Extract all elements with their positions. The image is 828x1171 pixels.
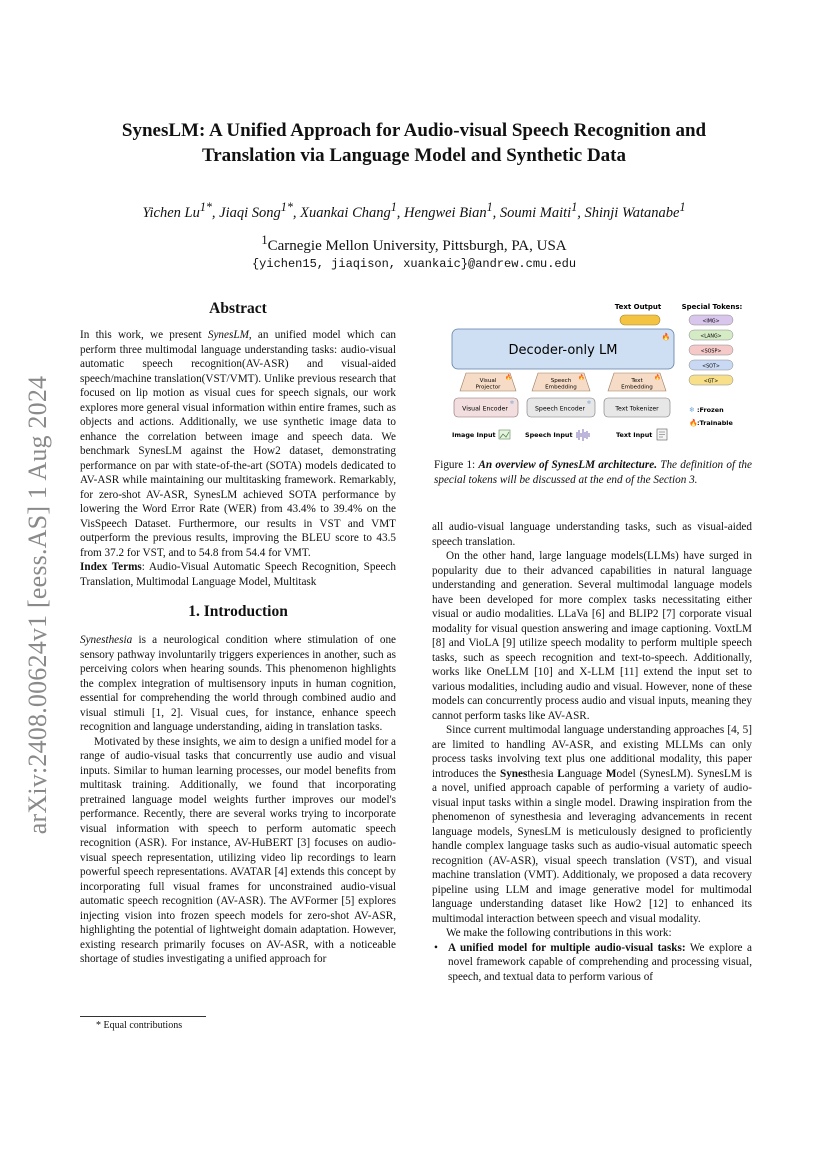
speech-embedding-label: Speech Embedding [545,378,577,391]
p2-part-b6: odel (SynesLM). SynesLM is a novel, unified approach capable of performing a variety of audio-visual input tasks within a single model. Drawing inspiration from the phenomenon of synesthesia and leveraging advancements in recent language models, SynesLM is meticulously designed to proficiently handle complex language tasks such as audio-visual automatic speech recognition (AV-ASR), visual speech translation (VST), and visual machine translation (VMT). Additionaly, we proposed a data recovery pipeline using LLM and image generative model for multimodal language understanding dataset like How2 [12] to enhanced its multimodal interaction between speech and visual modality. [432,767,752,925]
visual-encoder-label: Visual Encoder [462,405,508,413]
speech-encoder-label: Speech Encoder [534,405,586,413]
flame-icon: 🔥 [654,375,661,381]
token-gt: <GT> [703,379,719,385]
text-input-label: Text Input [616,431,653,439]
abstract-heading: Abstract [209,300,267,317]
flame-icon: 🔥 [661,333,671,341]
synesthesia-term: Synesthesia [80,634,133,646]
author-email: {yichen15, jiaqison, xuankaic}@andrew.cmu.edu [251,257,577,271]
right-paragraph-0: all audio-visual language understanding tasks, such as visual-aided speech translation. [432,521,752,548]
left-column [80,300,396,967]
image-input-label: Image Input [452,431,496,439]
index-terms [80,560,396,589]
affiliation [80,233,748,255]
author: Xuankai Chang [300,204,391,221]
author: Jiaqi Song [219,204,281,221]
author-list: Yichen $Lu^{1*}$, Jiaqi Song$^{1*}$, Xuankai Chang$^1$, Hengwei Bian$^1$, Soumi Maiti$^1$, Shinji Watanabe$^1$ [142,200,686,221]
p2-part-b4: anguage [564,767,606,780]
author-sup: 1 [571,200,578,214]
author-sup: 1 [486,200,493,214]
p2-bold-l: L [557,767,565,780]
list-item [432,941,752,985]
text-tokenizer-label: Text Tokenizer [615,405,659,413]
bullet-head: A unified model for multiple audio-visual tasks: [448,941,686,954]
index-terms-label: Index Terms [80,561,142,573]
bullet-body: We explore a novel framework capable of comprehending and processing visual, speech, and textual data to perform various of [448,941,752,983]
abstract-text [80,328,396,560]
intro-paragraph-1 [80,633,396,735]
trainable-label: :Trainable [697,419,733,427]
token-sot: <SOT> [702,364,720,370]
flame-icon: 🔥 [578,375,585,381]
right-paragraph-1: On the other hand, large language models(LLMs) have surged in popularity due to their advanced capabilities in natural language understanding and generation. Several multimodal language models have been developed for more complex tasks necessitating either visual or audio modalities. LLaVa [6] and BLIP2 [7] corporate visual modality for visual question answering and image captioning. VoxtLM [8] and VioLA [9] utilize speech modality to perform multiple speech tasks, such as speech recognition and text-to-speech. Additionally, works like OneLLM [10] and X-LLM [11] extend the input set to various modalities, including audio and visual. However, none of these models can concurrently process audio and visual inputs, meaning they cannot perform tasks like AV-ASR. [432,550,752,722]
snowflake-icon: ❄ [689,406,695,414]
p2-part-b2: thesia [527,767,558,780]
author: Yichen Lu [142,204,200,221]
waveform-icon [577,429,589,441]
index-terms-text: : Audio-Visual Automatic Speech Recognition, Speech Translation, Multimodal Language Model, Multitask [80,561,396,588]
text-output-token [620,315,660,325]
title-line-2: Translation via Language Model and Synthetic Data [201,145,627,166]
intro-heading: 1. Introduction [188,603,288,620]
token-lang: <LANG> [700,334,722,340]
text-output-label: Text Output [614,303,662,311]
author-sup: 1 [390,200,397,214]
snowflake-icon: ❄ [586,400,592,406]
author-sup: 1 [679,200,686,214]
author-sup: 1* [199,200,212,214]
speech-input-label: Speech Input [525,431,573,439]
arxiv-sidebar [18,355,58,855]
caption-body: The definition of the special tokens will be discussed at the end of the Section 3. [434,459,752,486]
abstract-text-pre: In this work, we present [80,329,208,341]
arxiv-id: arXiv:2408.00624v1 [eess.AS] 1 Aug 2024 [23,375,52,835]
architecture-figure [432,298,754,448]
affiliation-sup: 1 [261,233,268,247]
figure-caption-block [434,458,752,487]
abstract-text-post: , an unified model which can perform three multimodal language understanding tasks: audio-visual automatic speech recognition(AV-ASR) and visual-aided speech/machine translation(VST/VMT). Unlike previous research that focused on lip motion as visual cues for speech signals, our work explores more general visual information within entire frames, such as objects and actions. Additionally, we use synthetic image data to enhance the correlation between image and speech data. We benchmark SynesLM against the How2 dataset, demonstrating performance on par with state-of-the-art (SOTA) models dedicated to AV-ASR while maintaining our multitasking framework. Remarkably, for zero-shot AV-ASR, SynesLM achieved SOTA performance by lowering the Word Error Rate (WER) from 43.4% to 39.4% on the VisSpeech Dataset. Furthermore, our results in VST and VMT outperform the previous results, improving the BLEU score to 43.5 from 37.2 for VST, and to 54.8 from 54.4 for VMT. [80,329,397,559]
author: Soumi Maiti [499,204,572,221]
text-embedding-label: Text Embedding [621,378,653,391]
contributions-list [432,941,752,985]
token-img: <IMG> [702,319,720,325]
decoder-label: Decoder-only LM [508,343,618,358]
author-sup: 1* [280,200,293,214]
caption-label: Figure 1: [434,459,476,471]
intro-p1-rest: is a neurological condition where stimulation of one sensory pathway involuntarily triggers experiences in another, such as perceiving colors when hearing sounds. This phenomenon highlights the complex integration of multisensory inputs in human cognition, essential for comprehending the world through combined audio and visual stimuli [1, 2]. Visual cues, for instance, enhance speech recognition and language understanding, aiding in translation tasks. [80,634,396,733]
special-token-list [689,315,733,385]
p2-bold-synes: Synes [499,767,528,780]
figure-caption [434,458,752,487]
caption-head: An overview of SynesLM architecture. [478,459,657,471]
right-paragraph-2 [432,723,752,926]
right-paragraph-3: We make the following contributions in this work: [446,927,672,939]
author: Shinji Watanabe [584,204,680,221]
author: Hengwei Bian [404,204,487,221]
model-name: SynesLM [207,329,249,341]
p2-bold-m: M [605,767,617,780]
flame-icon: 🔥 [505,375,512,381]
footnote-rule [80,1016,206,1017]
architecture-diagram [432,298,754,448]
paper-title [80,118,748,168]
special-tokens-label: Special Tokens: [681,303,743,311]
snowflake-icon: ❄ [509,400,515,406]
visual-projector-label: Visual Projector [475,378,501,391]
p2-part-a: Since current multimodal language understanding approaches [4, 5] are limited to handling AV-ASR, and existing MLLMs can only process tasks involving text plus one additional modality, this paper introduces the [432,724,752,780]
title-line-1: SynesLM: A Unified Approach for Audio-visual Speech Recognition and [121,120,707,141]
footnote: * Equal contributions [96,1020,183,1031]
intro-paragraph-2: Motivated by these insights, we aim to design a unified model for a range of audio-visual tasks that concurrently use audio and visual inputs. Similar to human learning processes, our model benefits from multitask training. Additionally, we found that incorporating pretrained language model weights further improves our model's performance. Recently, there are several works trying to incorporate visual information with speech to perform automatic speech recognition (ASR). For instance, AV-HuBERT [3] focuses on audio-visual speech representation, utilizing video lip recordings to learn powerful speech representations. AVATAR [4] extends this concept by incorporating full visual frames for unconstrained audio-visual automatic speech recognition (AV-ASR). The AVFormer [5] explores injecting vision into frozen speech models for zero-shot AV-ASR, highlighting the potential of lightweight domain adaptation. However, existing research primarily focuses on AV-ASR, with a noticeable shortage of studies investigating a unified approach for [80,735,396,965]
right-column-text [432,520,752,984]
affiliation-text: Carnegie Mellon University, Pittsburgh, PA, USA [267,238,567,254]
flame-icon: 🔥 [689,419,698,427]
token-sosp: <SOSP> [700,349,722,355]
frozen-label: :Frozen [697,406,724,414]
